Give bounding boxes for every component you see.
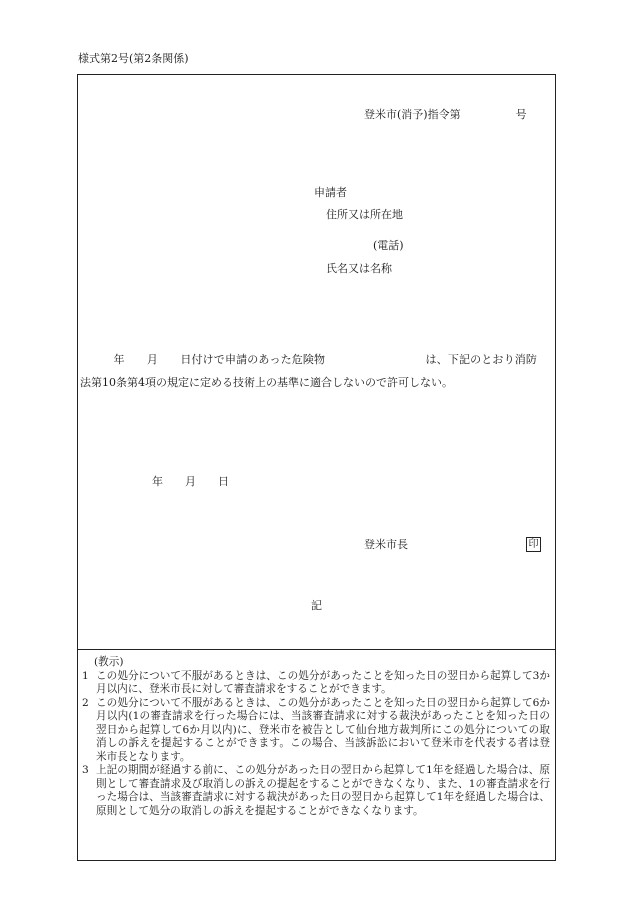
notice-item [82,764,550,818]
applicant-name-label: 氏名又は名称 [326,262,392,275]
notice-item [82,697,550,765]
body-line-2: 法第10条第4項の規定に定める技術上の基準に適合しないので許可しない。 [80,376,453,389]
notice-item-text: この処分について不服があるときは、この処分があったことを知った日の翌日から起算して6か月以内(1の審査請求を行った場合には、当該審査請求に対する裁決があったことを知った日の翌日から起算して6か月以内)に、登米市を被告として仙台地方裁判所にこの処分についての取消しの訴えを提起することができます。この場合、当該訴訟において登米市を代表する者は登米市長となります。 [96,696,550,763]
issuer-title: 登米市長 [364,538,408,551]
notice-divider [78,649,555,650]
notice-item-text: この処分について不服があるときは、この処分があったことを知った日の翌日から起算して3か月以内に、登米市長に対して審査請求をすることができます。 [96,669,550,695]
notice-item-number: 3 [82,764,89,776]
applicant-phone-label: (電話) [373,239,404,252]
body-line-1: 年 月 日付けで申請のあった危険物 は、下記のとおり消防 [80,353,538,366]
notice-item [82,670,550,697]
notice-item-number: 2 [82,696,89,709]
notice-item-text: 上記の期間が経過する前に、この処分があった日の翌日から起算して1年を経過した場合は、原則として審査請求及び取消しの訴えの提起をすることができなくなり、また、1の審査請求を行った場合は、当該審査請求に対する裁決があった日の翌日から起算して1年を経過した場合は、原則として処分の取消しの訴えを提起することができなくなります。 [96,764,550,817]
notice-item-number: 1 [82,669,89,682]
document-number: 登米市(消予)指令第 号 [364,108,527,121]
notice-heading: (教示) [94,656,124,668]
seal-icon: 印 [526,537,541,552]
seal-mark [526,537,541,552]
applicant-heading: 申請者 [314,186,347,199]
form-label: 様式第2号(第2条関係) [78,52,189,65]
notice-section [82,656,550,818]
issue-date: 年 月 日 [152,475,229,488]
applicant-address-label: 住所又は所在地 [326,208,403,221]
record-label: 記 [311,599,322,612]
